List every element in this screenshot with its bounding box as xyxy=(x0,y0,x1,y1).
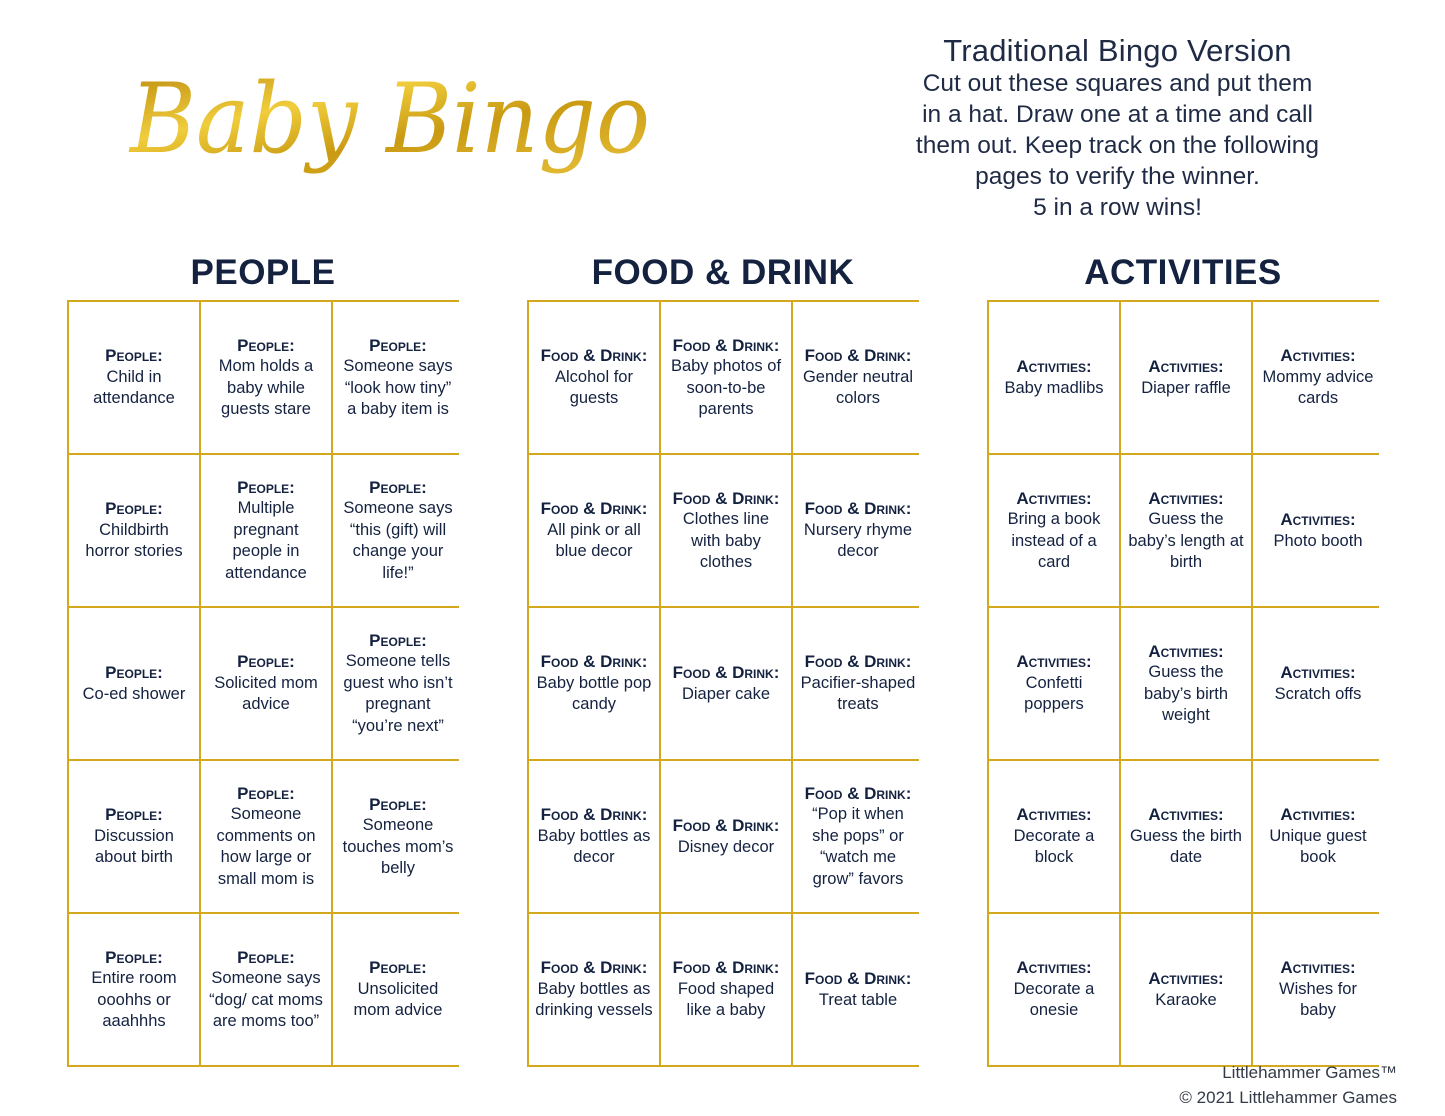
square-category-label: Activities: xyxy=(1016,958,1092,978)
bingo-square xyxy=(793,455,923,606)
square-text: Diaper raffle xyxy=(1141,378,1231,397)
bingo-square xyxy=(69,455,199,606)
square-category-label: People: xyxy=(369,335,427,355)
square-category-label: Activities: xyxy=(1148,488,1224,508)
bingo-square xyxy=(989,608,1119,759)
bingo-square xyxy=(1253,302,1383,453)
bingo-square xyxy=(793,914,923,1065)
square-text: Clothes line with baby clothes xyxy=(682,510,770,571)
square-category-label: People: xyxy=(237,783,295,803)
square-category-label: People: xyxy=(369,958,427,978)
square-category-label: Activities: xyxy=(1148,641,1224,661)
bingo-square xyxy=(529,608,659,759)
bingo-square xyxy=(1253,761,1383,912)
instructions-body xyxy=(880,68,1355,223)
square-category-label: People: xyxy=(237,335,295,355)
bingo-grid xyxy=(67,300,459,1067)
bingo-square xyxy=(793,302,923,453)
square-text: Discussion about birth xyxy=(94,826,174,867)
square-text: Photo booth xyxy=(1273,531,1363,550)
baby-bingo-logo xyxy=(120,40,680,210)
square-text: Baby bottle pop candy xyxy=(536,673,652,714)
bingo-square xyxy=(69,608,199,759)
square-category-label: Food & Drink: xyxy=(540,499,648,519)
square-category-label: Food & Drink: xyxy=(672,335,780,355)
square-text: Alcohol for guests xyxy=(555,367,633,408)
square-category-label: People: xyxy=(105,947,163,967)
square-text: Food shaped like a baby xyxy=(677,979,775,1020)
square-category-label: Activities: xyxy=(1148,805,1224,825)
section-people xyxy=(67,250,459,1067)
bingo-square xyxy=(661,608,791,759)
square-text: Wishes for baby xyxy=(1279,979,1357,1020)
instructions-line: them out. Keep track on the following xyxy=(915,132,1320,159)
square-category-label: People: xyxy=(237,652,295,672)
bingo-square xyxy=(661,914,791,1065)
square-text: Confetti poppers xyxy=(1024,673,1084,714)
bingo-square xyxy=(1121,761,1251,912)
square-category-label: People: xyxy=(105,346,163,366)
bingo-square xyxy=(661,302,791,453)
square-text: Someone touches mom’s belly xyxy=(342,816,454,877)
square-category-label: Food & Drink: xyxy=(672,663,780,682)
square-text: Treat table xyxy=(818,990,898,1009)
square-text: Baby photos of soon-to-be parents xyxy=(670,357,782,418)
square-category-label: People: xyxy=(105,499,163,519)
square-category-label: Food & Drink: xyxy=(804,499,912,519)
square-text: Baby bottles as drinking vessels xyxy=(535,979,653,1020)
bingo-square xyxy=(333,761,463,912)
square-text: Mom holds a baby while guests stare xyxy=(218,357,314,418)
square-text: Pacifier-shaped treats xyxy=(800,673,916,714)
square-category-label: Food & Drink: xyxy=(804,969,912,988)
square-category-label: Activities: xyxy=(1280,346,1356,366)
square-category-label: Food & Drink: xyxy=(804,346,912,366)
square-category-label: Activities: xyxy=(1148,357,1224,376)
square-category-label: People: xyxy=(369,477,427,497)
square-text: Guess the baby’s length at birth xyxy=(1128,510,1244,571)
section-title: FOOD & DRINK xyxy=(591,253,855,292)
square-text: Decorate a onesie xyxy=(1013,979,1095,1020)
square-category-label: Food & Drink: xyxy=(672,958,780,978)
square-text: Solicited mom advice xyxy=(214,673,318,714)
square-category-label: Food & Drink: xyxy=(540,958,648,978)
square-text: Multiple pregnant people in attendance xyxy=(225,499,307,582)
square-text: Bring a book instead of a card xyxy=(1007,510,1101,571)
section-title: PEOPLE xyxy=(190,253,336,292)
square-category-label: Activities: xyxy=(1016,357,1092,376)
bingo-square xyxy=(1253,914,1383,1065)
square-text: Nursery rhyme decor xyxy=(803,520,913,561)
bingo-square xyxy=(1253,608,1383,759)
instructions xyxy=(880,34,1355,223)
square-text: Mommy advice cards xyxy=(1262,367,1374,408)
bingo-square xyxy=(201,914,331,1065)
square-text: Scratch offs xyxy=(1274,684,1362,703)
square-category-label: Activities: xyxy=(1280,805,1356,825)
bingo-grid xyxy=(987,300,1379,1067)
square-category-label: Food & Drink: xyxy=(540,805,648,825)
square-category-label: Activities: xyxy=(1016,652,1092,672)
square-text: Baby bottles as decor xyxy=(537,826,651,867)
square-text: Someone says “look how tiny” a baby item is xyxy=(343,357,453,418)
square-category-label: Food & Drink: xyxy=(540,346,648,366)
square-category-label: Activities: xyxy=(1280,510,1356,529)
square-category-label: People: xyxy=(369,794,427,814)
bingo-square xyxy=(333,608,463,759)
bingo-square xyxy=(793,608,923,759)
square-text: Disney decor xyxy=(677,837,775,856)
bingo-square xyxy=(529,455,659,606)
bingo-square xyxy=(333,914,463,1065)
logo-text: Baby Bingo xyxy=(128,63,650,175)
square-category-label: People: xyxy=(237,947,295,967)
square-category-label: Activities: xyxy=(1148,969,1224,988)
square-text: Guess the baby’s birth weight xyxy=(1143,663,1229,724)
square-text: Someone says “this (gift) will change your life!” xyxy=(343,499,453,582)
bingo-square xyxy=(989,914,1119,1065)
square-text: Entire room ooohhs or aaahhhs xyxy=(91,969,177,1030)
section-food-drink xyxy=(527,250,919,1067)
square-category-label: Activities: xyxy=(1016,488,1092,508)
bingo-square xyxy=(333,455,463,606)
footer-copyright: © 2021 Littlehammer Games xyxy=(1179,1088,1397,1107)
square-text: All pink or all blue decor xyxy=(547,520,641,561)
footer-brand: Littlehammer Games™ xyxy=(1222,1063,1397,1082)
square-text: Child in attendance xyxy=(93,367,175,408)
bingo-square xyxy=(661,455,791,606)
bingo-square xyxy=(333,302,463,453)
square-text: Diaper cake xyxy=(681,684,771,703)
square-text: Co-ed shower xyxy=(82,684,186,703)
square-text: “Pop it when she pops” or “watch me grow” favors xyxy=(812,805,904,888)
bingo-square xyxy=(989,455,1119,606)
bingo-square xyxy=(989,761,1119,912)
square-category-label: Food & Drink: xyxy=(672,488,780,508)
bingo-square xyxy=(529,914,659,1065)
square-category-label: Food & Drink: xyxy=(804,783,912,803)
bingo-square xyxy=(201,761,331,912)
instructions-heading: Traditional Bingo Version xyxy=(943,33,1292,68)
bingo-square xyxy=(1121,608,1251,759)
bingo-square xyxy=(69,914,199,1065)
instructions-line: Cut out these squares and put them xyxy=(922,70,1313,97)
square-category-label: People: xyxy=(237,477,295,497)
instructions-line: 5 in a row wins! xyxy=(1033,194,1202,221)
section-title: ACTIVITIES xyxy=(1084,253,1282,292)
square-category-label: Activities: xyxy=(1280,958,1356,978)
bingo-grid xyxy=(527,300,919,1067)
instructions-line: in a hat. Draw one at a time and call xyxy=(922,101,1313,128)
bingo-square xyxy=(529,761,659,912)
square-category-label: People: xyxy=(105,805,163,825)
square-category-label: People: xyxy=(105,663,163,682)
bingo-square xyxy=(69,302,199,453)
bingo-square xyxy=(529,302,659,453)
square-category-label: Activities: xyxy=(1280,663,1356,682)
square-text: Decorate a block xyxy=(1013,826,1095,867)
bingo-square xyxy=(661,761,791,912)
bingo-square xyxy=(1121,914,1251,1065)
square-category-label: Activities: xyxy=(1016,805,1092,825)
square-text: Someone says “dog/ cat moms are moms too” xyxy=(209,969,323,1030)
square-text: Guess the birth date xyxy=(1130,826,1242,867)
bingo-square xyxy=(201,608,331,759)
square-text: Someone tells guest who isn’t pregnant “you’re next” xyxy=(343,652,453,735)
bingo-square xyxy=(201,302,331,453)
bingo-square xyxy=(989,302,1119,453)
bingo-square xyxy=(1253,455,1383,606)
square-category-label: Food & Drink: xyxy=(672,816,780,835)
bingo-square xyxy=(1121,455,1251,606)
square-text: Baby madlibs xyxy=(1004,378,1104,397)
square-text: Someone comments on how large or small mom is xyxy=(216,805,316,888)
bingo-square xyxy=(793,761,923,912)
instructions-line: pages to verify the winner. xyxy=(975,163,1260,190)
square-text: Karaoke xyxy=(1155,990,1217,1009)
square-category-label: Food & Drink: xyxy=(540,652,648,672)
bingo-square xyxy=(69,761,199,912)
square-category-label: Food & Drink: xyxy=(804,652,912,672)
section-activities xyxy=(987,250,1379,1067)
square-category-label: People: xyxy=(369,630,427,650)
square-text: Unsolicited mom advice xyxy=(353,979,443,1020)
bingo-square xyxy=(201,455,331,606)
square-text: Childbirth horror stories xyxy=(85,520,183,561)
bingo-square xyxy=(1121,302,1251,453)
square-text: Gender neutral colors xyxy=(802,367,914,408)
square-text: Unique guest book xyxy=(1269,826,1367,867)
